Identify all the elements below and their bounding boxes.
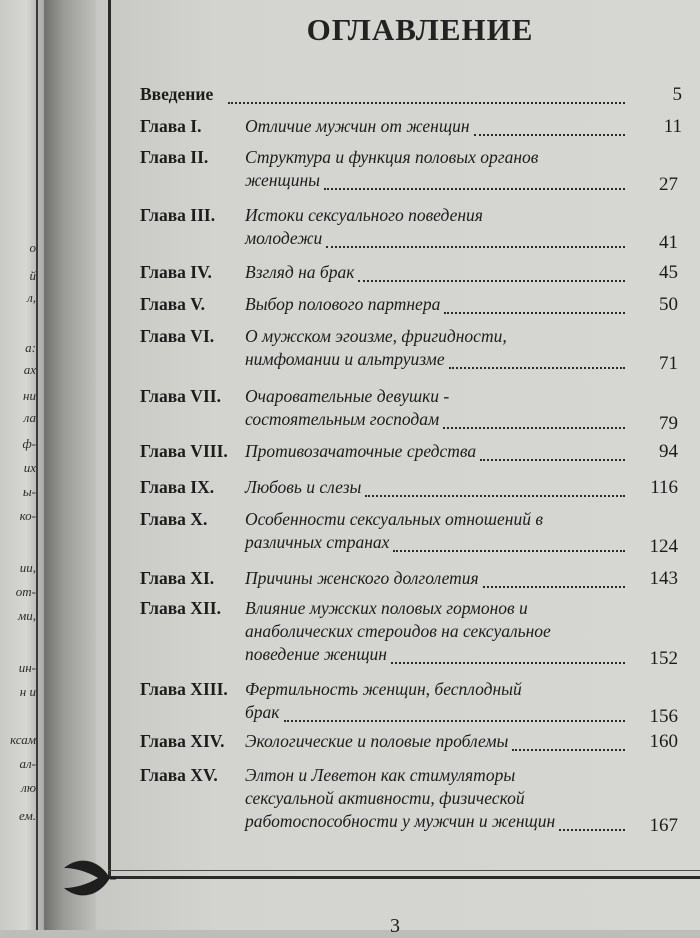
left-page-fragment-text: й (29, 268, 36, 283)
toc-leader-dots (474, 132, 625, 136)
toc-chapter-page: 167 (649, 815, 678, 836)
toc-leader-dots (228, 100, 625, 104)
toc-chapter-title: работоспособности у мужчин и женщин (245, 811, 556, 831)
toc-chapter-label: Глава X. (140, 509, 208, 529)
toc-leader-dots (483, 584, 625, 588)
toc-intro-page: 5 (672, 84, 682, 105)
left-page-fragment-text: ах (23, 362, 36, 377)
toc-leader-dots (391, 660, 625, 664)
toc-chapter-title: Любовь и слезы (245, 477, 362, 497)
left-page-fragment-text: а: (25, 340, 36, 355)
left-page-fragment-text: ф- (22, 436, 36, 451)
toc-leader-dots (284, 718, 626, 722)
toc-intro-label: Введение (140, 84, 214, 104)
toc-leader-dots (480, 457, 625, 461)
left-page-fragment-text: их (23, 460, 36, 475)
toc-chapter-label: Глава XI. (140, 568, 215, 588)
toc-chapter-label: Глава XV. (140, 765, 218, 785)
left-page-fragment-text: ии, (19, 560, 36, 575)
toc-chapter-title: поведение женщин (245, 644, 387, 664)
toc-leader-dots (512, 747, 625, 751)
left-page-fragment-text: ми, (17, 608, 36, 623)
toc-chapter-title: Выбор полового партнера (245, 294, 441, 314)
toc-chapter-label: Глава III. (140, 205, 216, 225)
page-frame-bottom-inner (108, 870, 700, 871)
toc-chapter-page: 160 (649, 731, 678, 752)
left-page-fragment-text: ин- (18, 660, 36, 675)
toc-chapter-title: различных странах (245, 532, 390, 552)
toc-chapter-title: Истоки сексуального поведения (245, 205, 483, 225)
toc-chapter-page: 50 (659, 294, 678, 315)
toc-chapter-page: 79 (659, 413, 678, 434)
left-page-fragment-text: ем. (19, 808, 36, 823)
toc-chapter-title: Очаровательные девушки - (245, 386, 450, 406)
book-gutter (44, 0, 100, 930)
toc-leader-dots (324, 186, 625, 190)
toc-chapter-label: Глава XIV. (140, 731, 225, 751)
toc-chapter-title: Причины женского долголетия (245, 568, 479, 588)
toc-chapter-title: О мужском эгоизме, фригидности, (245, 326, 507, 346)
toc-leader-dots (365, 493, 625, 497)
toc-chapter-page: 71 (659, 353, 678, 374)
toc-chapter-title: Экологические и половые проблемы (245, 731, 509, 751)
toc-chapter-page: 156 (649, 706, 678, 727)
toc-chapter-title: нимфомании и альтруизме (245, 349, 445, 369)
left-page-fragment-text: о (29, 240, 36, 255)
left-page-fragment-text: ко- (19, 508, 36, 523)
toc-chapter-label: Глава V. (140, 294, 206, 314)
page-number: 3 (390, 915, 400, 937)
toc-chapter-title: молодежи (245, 228, 323, 248)
toc-chapter-title: Особенности сексуальных отношений в (245, 509, 543, 529)
left-page-fragment-text: ла (23, 410, 36, 425)
toc-chapter-title: женщины (245, 170, 320, 190)
toc-chapter-page: 41 (659, 232, 678, 253)
left-page-fragment-text: ал- (19, 756, 36, 771)
toc-chapter-label: Глава I. (140, 116, 202, 136)
toc-chapter-page: 11 (663, 116, 682, 137)
toc-chapter-title: анаболических стероидов на сексуальное (245, 621, 551, 641)
page-frame-bottom (108, 876, 700, 879)
toc-leader-dots (358, 278, 625, 282)
toc-leader-dots (326, 244, 625, 248)
page-frame-left (108, 0, 111, 878)
left-page-fragment-text: н и (19, 684, 36, 699)
toc-chapter-title: сексуальной активности, физической (245, 788, 525, 808)
toc-chapter-page: 152 (649, 648, 678, 669)
toc-leader-dots (393, 548, 625, 552)
toc-chapter-page: 124 (649, 536, 678, 557)
toc-chapter-page: 27 (659, 174, 678, 195)
left-page-fragment-text: ни (23, 388, 36, 403)
toc-chapter-page: 116 (650, 477, 678, 498)
toc-chapter-title: Элтон и Леветон как стимуляторы (245, 765, 516, 785)
toc-chapter-title: Влияние мужских половых гормонов и (245, 598, 528, 618)
toc-chapter-label: Глава II. (140, 147, 209, 167)
toc-leader-dots (444, 310, 625, 314)
toc-chapter-label: Глава VI. (140, 326, 215, 346)
toc-chapter-title: Взгляд на брак (245, 262, 355, 282)
toc-chapter-title: Фертильность женщин, бесплодный (245, 679, 522, 699)
corner-ornament-icon (58, 848, 118, 908)
left-page-border (36, 0, 38, 930)
toc-leader-dots (443, 425, 625, 429)
toc-chapter-title: брак (245, 702, 280, 722)
left-page-fragment-text: лю (21, 780, 36, 795)
toc-chapter-title: Отличие мужчин от женщин (245, 116, 470, 136)
toc-chapter-title: состоятельным господам (245, 409, 440, 429)
toc-leader-dots (559, 827, 625, 831)
toc-chapter-page: 94 (659, 441, 678, 462)
toc-chapter-label: Глава XIII. (140, 679, 228, 699)
toc-chapter-title: Противозачаточные средства (245, 441, 477, 461)
left-page-fragment-text: ксам (10, 732, 36, 747)
toc-chapter-label: Глава IV. (140, 262, 212, 282)
toc-chapter-title: Структура и функция половых органов (245, 147, 539, 167)
toc-chapter-page: 45 (659, 262, 678, 283)
toc-leader-dots (449, 365, 625, 369)
toc-chapter-label: Глава XII. (140, 598, 221, 618)
left-page-fragment-text: от- (15, 584, 36, 599)
toc-chapter-page: 143 (649, 568, 678, 589)
toc-chapter-label: Глава IX. (140, 477, 215, 497)
left-page-fragment-text: ы- (22, 484, 36, 499)
toc-chapter-label: Глава VII. (140, 386, 221, 406)
page-title: ОГЛАВЛЕНИЕ (306, 12, 534, 47)
left-page-fragment-text: л, (27, 290, 36, 305)
toc-chapter-label: Глава VIII. (140, 441, 228, 461)
